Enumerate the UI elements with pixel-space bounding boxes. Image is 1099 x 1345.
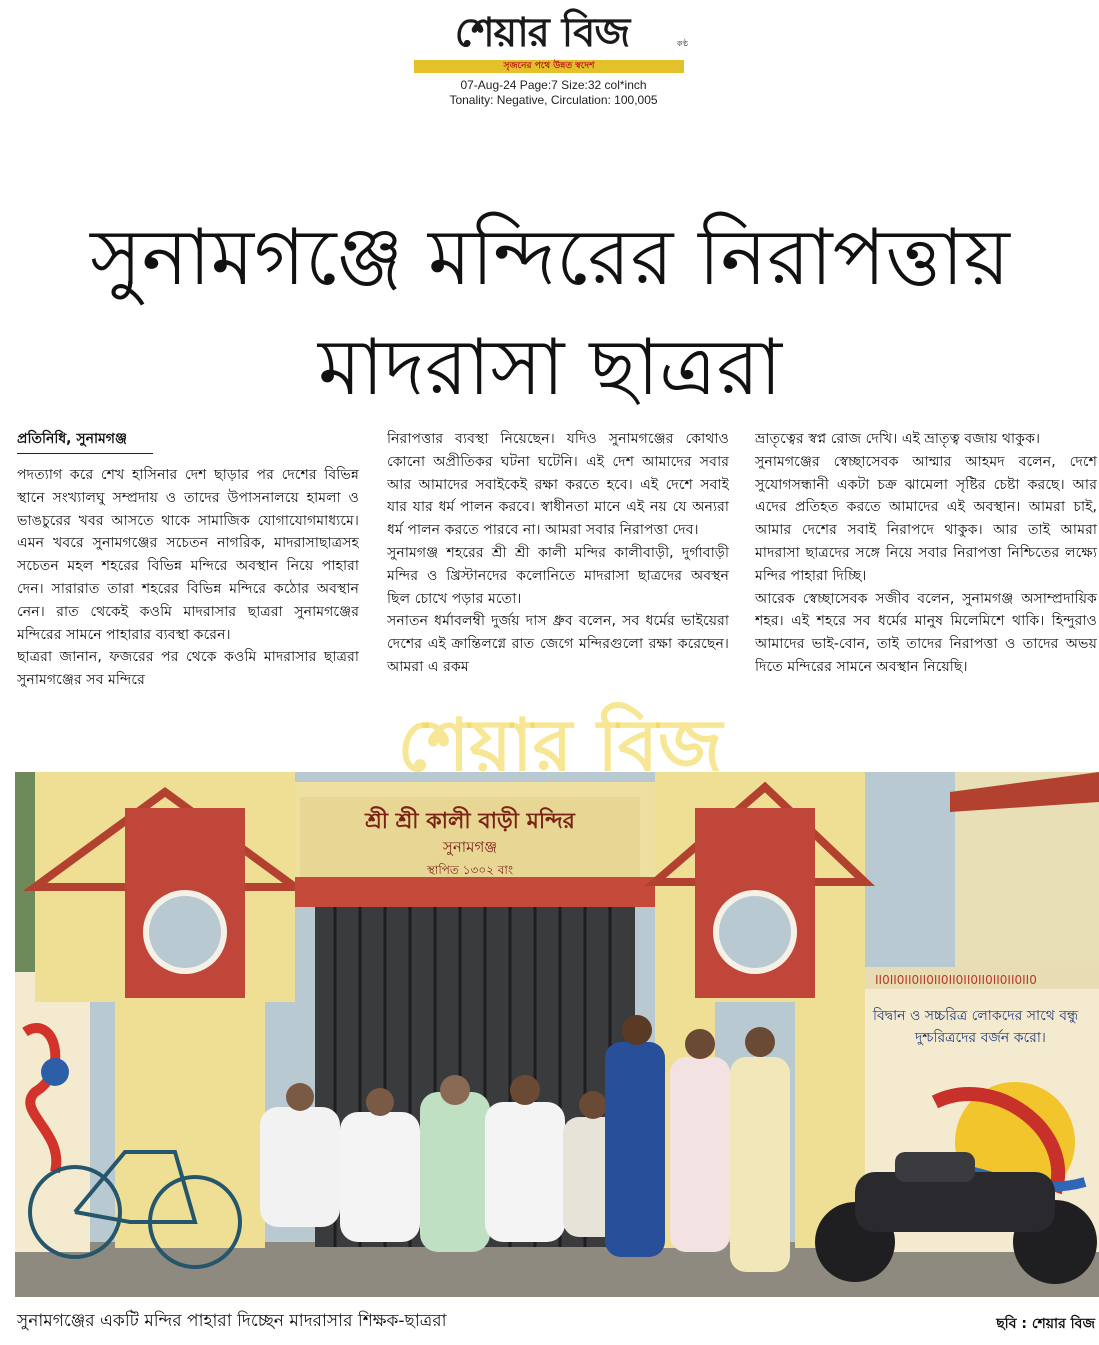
- article-column-2: [387, 428, 729, 760]
- article-paragraph: পদত্যাগ করে শেখ হাসিনার দেশ ছাড়ার পর দেশের বিভিন্ন স্থানে সংখ্যালঘু সম্প্রদায় ও তাদের উপাসনালয়ে হামলা ও ভাঙচুরের খবর আসতে থাকে সামাজিক যোগাযোগমাধ্যমে। এমন খবরে সুনামগঞ্জের সচেতন নাগরিক, মাদরাসাছাত্রসহ সচেতন মহল শহরের বিভিন্ন মন্দিরে অবস্থান নিয়ে পাহারা দেন। সারারাত তারা শহরের বিভিন্ন মন্দিরে কঠোর অবস্থান নেন। রাত থেকেই কওমি মাদরাসার ছাত্ররা সুনামগঞ্জের মন্দিরের সামনে পাহারার ব্যবস্থা করেন।: [17, 467, 359, 643]
- svg-text:II0II0II0II0II0II0II0II0II0II0: II0II0II0II0II0II0II0II0II0II0II0: [875, 973, 1037, 987]
- headline-line-1: সুনামগঞ্জে মন্দিরের নিরাপত্তায়: [90, 213, 1010, 303]
- logo-suffix: কণ্ঠ: [676, 39, 688, 48]
- article-paragraph: সনাতন ধর্মাবলম্বী দুর্জয় দাস ধ্রুব বলেন, সব ধর্মের ভাইয়েরা দেশের এই ক্রান্তিলগ্নে রাত জেগে মন্দিরগুলো রক্ষা করেছেন। আমরা এ রকম: [387, 613, 729, 675]
- byline-rule: [17, 453, 153, 454]
- clipping-meta-tonality: Tonality: Negative, Circulation: 100,005: [449, 93, 658, 107]
- article-paragraph: ভ্রাতৃত্বের স্বপ্ন রোজ দেখি। এই ভ্রাতৃত্ব বজায় থাকুক।: [755, 431, 1041, 447]
- photo-credit: ছবি : শেয়ার বিজ: [996, 1316, 1095, 1332]
- temple-sign-year: স্থাপিত ১৩০২ বাং: [426, 863, 514, 877]
- newspaper-logo: শেয়ার বিজ: [454, 10, 630, 56]
- article-column-1: [17, 428, 359, 760]
- wall-slogan-2: দুশ্চরিত্রদের বর্জন করো।: [915, 1030, 1046, 1046]
- headline-line-2: মাদরাসা ছাত্ররা: [317, 323, 783, 413]
- watermark-logo: শেয়ার বিজ: [397, 703, 723, 787]
- article-paragraph: সুনামগঞ্জ শহরের শ্রী শ্রী কালী মন্দির কালীবাড়ী, দুর্গাবাড়ী মন্দির ও খ্রিস্টানদের কলোনিতে মাদরাসা ছাত্রদের অবস্থন ছিল চোখে পড়ার মতো।: [387, 544, 729, 607]
- article-paragraph: সুনামগঞ্জের স্বেচ্ছাসেবক আম্মার আহমদ বলেন, দেশে সুযোগসন্ধানী একটা চক্র ঝামেলা সৃষ্টির চেষ্টা করছে। আর এদের প্রতিহত করতে আমাদের এই অবস্থান। আমরা চাই, আমার দেশের সবাই নিরাপদে থাকুক। আর তাই আমরা মাদরাসা ছাত্রদের সঙ্গে নিয়ে সবার নিরাপত্তা নিশ্চিতের লক্ষ্যে মন্দির পাহারা দিচ্ছি।: [755, 453, 1097, 584]
- article-paragraph: আরেক স্বেচ্ছাসেবক সজীব বলেন, সুনামগঞ্জ অসাম্প্রদায়িক শহর। এই শহরে সব ধর্মের মানুষ মিলেমিশে থাকি। হিন্দুরাও আমাদের ভাই-বোন, তাই তাদের নিরাপত্তা ও তাদের অভয় দিতে মন্দিরের সামনে অবস্থান নিয়েছি।: [755, 590, 1097, 675]
- article-column-3: [755, 428, 1097, 760]
- masthead: [410, 8, 690, 72]
- photo-caption: সুনামগঞ্জের একটি মন্দির পাহারা দিচ্ছেন মাদরাসার শিক্ষক-ছাত্ররা: [17, 1311, 447, 1331]
- logo-tagline: সৃজনের পথে উন্নত স্বদেশ: [503, 61, 595, 71]
- temple-sign-title: শ্রী শ্রী কালী বাড়ী মন্দির: [365, 809, 575, 834]
- wall-slogan-1: বিদ্বান ও সচ্চরিত্র লোকদের সাথে বন্ধু: [873, 1008, 1079, 1024]
- article-paragraph: নিরাপত্তার ব্যবস্থা নিয়েছেন। যদিও সুনামগঞ্জের কোথাও কোনো অপ্রীতিকর ঘটনা ঘটেনি। এই দেশ আমাদের সবার আর আমাদের সবাইকেই রক্ষা করতে হবে। এই দেশে সবাই যার যার ধর্ম পালন করবে। স্বাধীনতা মানে এই নয় যে অন্যরা ধর্ম পালন করতে পারবে না। আমরা সবার নিরাপত্তা দেব।: [387, 431, 729, 539]
- temple-sign-place: সুনামগঞ্জ: [442, 838, 498, 856]
- clipping-meta-date: 07-Aug-24 Page:7 Size:32 col*inch: [460, 78, 647, 92]
- byline: প্রতিনিধি, সুনামগঞ্জ: [17, 431, 127, 447]
- article-paragraph: ছাত্ররা জানান, ফজরের পর থেকে কওমি মাদরাসার ছাত্ররা সুনামগঞ্জের সব মন্দিরে: [17, 649, 359, 689]
- news-photo: [15, 772, 1099, 1297]
